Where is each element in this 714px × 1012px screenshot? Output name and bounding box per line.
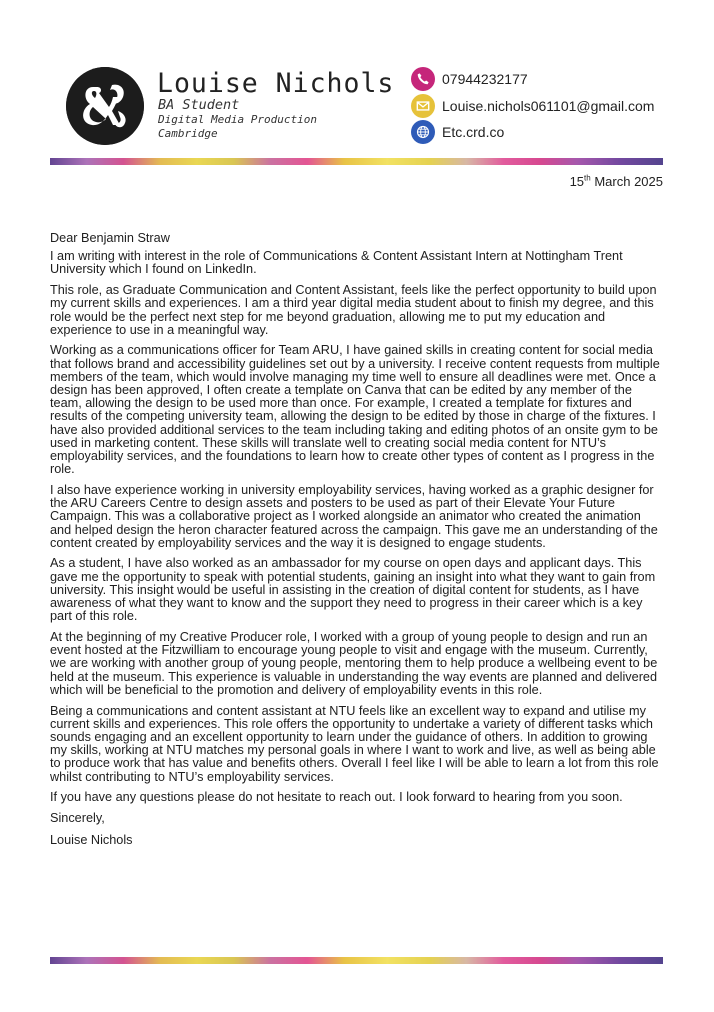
contact-phone[interactable] <box>411 67 528 91</box>
phone-number: 07944232177 <box>442 71 528 87</box>
date-suffix: th <box>584 173 591 183</box>
ampersand-logo-icon <box>66 67 144 145</box>
paragraph-intro: I am writing with interest in the role of Communications & Content Assistant Intern at Nottingham Trent University which I found on LinkedIn. <box>50 249 623 277</box>
paragraph-role-fit: This role, as Graduate Communication and Content Assistant, feels like the perfect opportunity to build upon my current skills and experiences. I am a third year digital media student about to finish my degree, and this role would be the perfect next step for me beyond graduation, allowing me to put my education and experience to use in a meaningful way. <box>50 283 657 337</box>
date-month-year: March 2025 <box>594 174 663 189</box>
paragraph-closing-note: If you have any questions please do not hesitate to reach out. I look forward to hearing from you soon. <box>50 790 623 805</box>
date-day: 15 <box>569 174 585 189</box>
header-divider-band <box>50 158 663 165</box>
applicant-course: Digital Media Production <box>158 113 317 126</box>
paragraph-team-aru: Working as a communications officer for Team ARU, I have gained skills in creating content for social media that follows brand and accessibility guidelines set out by a university. I receive content requests from multiple members of the team, which would involve managing my time well to ensure all deadlines were met. Once a design has been approved, I often create a template on Canva that can be edited by any member of the team, allowing the design to be used more than once. For example, I created a template for fixtures and results of the competing university team, allowing the design to be edited by those in charge of the fixtures. I have also provided additional services to the team including taking and editing photos of an onsite gym to be used in marketing content. These skills will translate well to creating social media content for NTU’s employability services, and the foundations to learn how to create other types of content as I progress in the role. <box>50 343 660 477</box>
contact-website[interactable] <box>411 120 504 144</box>
letter-body <box>50 232 662 855</box>
paragraph-employability: I also have experience working in university employability services, having worked as a graphic designer for the ARU Careers Centre to design assets and posters to be used as part of their Elevate Your Future Campaign. This was a collaborative project as I worked alongside an animator who created the animation and helped design the heron character featured across the campaign. This gave me an understanding of the content created by employability services and the way it is designed to engage students. <box>50 482 658 550</box>
email-address: Louise.nichols061101@gmail.com <box>442 98 655 114</box>
logo-graphic <box>66 67 144 145</box>
website-url: Etc.crd.co <box>442 124 505 140</box>
applicant-location: Cambridge <box>158 127 218 140</box>
paragraph-ntu-motivation: Being a communications and content assistant at NTU feels like an excellent way to expand and utilise my current skills and experiences. This role offers the opportunity to undertake a variety of different tasks which sounds engaging and an excellent opportunity to learn under the guidance of others. In addition to growing my skills, working at NTU matches my personal goals in where I want to work and live, as well as being able to produce work that has value and benefits others. Overall I feel like I will be able to learn a lot from this role whilst contributing to NTU’s employability services. <box>50 703 659 784</box>
phone-icon <box>411 67 435 91</box>
signature: Louise Nichols <box>50 833 133 848</box>
letter-date <box>570 174 663 189</box>
paragraph-creative-producer: At the beginning of my Creative Producer role, I worked with a group of young people to design and run an event hosted at the Fitzwilliam to encourage young people to visit and engage with the museum. Currently, we are working with another group of young people, mentoring them to help produce a wellbeing event to be held at the museum. This experience is valuable in understanding the way events are planned and delivered which will be beneficial to the promotion and delivery of employability events in this role. <box>50 629 658 697</box>
closing: Sincerely, <box>50 810 105 825</box>
paragraph-ambassador: As a student, I have also worked as an ambassador for my course on open days and applicant days. This gave me the opportunity to speak with potential students, gaining an insight into what they want to gain from university. This insight would be useful in assisting in the creation of digital content for students, as I have awareness of what they want to know and the support they need to progress in their career which is a key part of this role. <box>50 556 656 624</box>
envelope-icon <box>411 94 435 118</box>
footer-divider-band <box>50 957 663 964</box>
salutation: Dear Benjamin Straw <box>50 231 170 245</box>
contact-email[interactable] <box>411 94 654 118</box>
globe-icon <box>411 120 435 144</box>
applicant-role: BA Student <box>158 97 240 113</box>
applicant-name: Louise Nichols <box>157 68 395 99</box>
